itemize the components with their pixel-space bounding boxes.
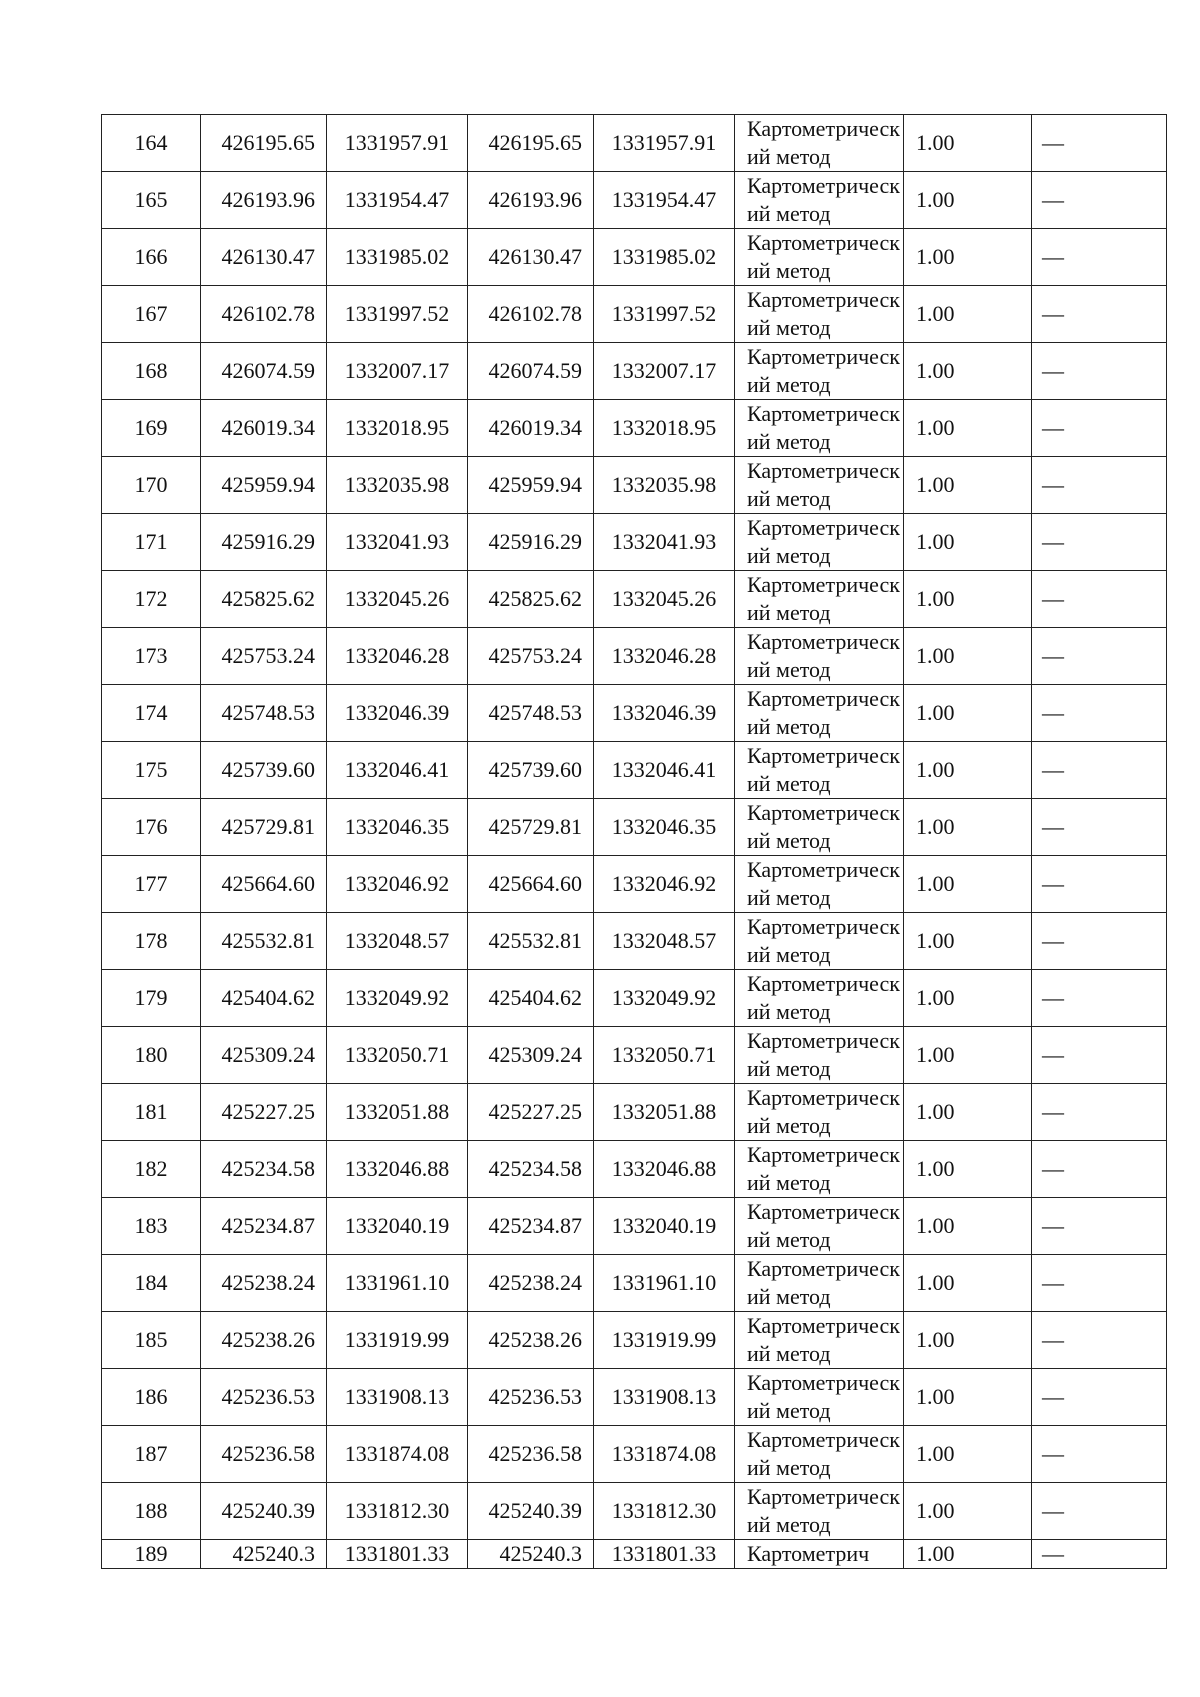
- y-new-cell: 1332051.88: [594, 1084, 735, 1141]
- y-existing-cell: 1332007.17: [327, 343, 468, 400]
- x-existing-cell: 425959.94: [201, 457, 327, 514]
- table-row: [102, 1198, 1167, 1255]
- y-existing-cell: 1332048.57: [327, 913, 468, 970]
- x-new-cell: 426102.78: [468, 286, 594, 343]
- y-new-cell: 1332046.88: [594, 1141, 735, 1198]
- x-existing-cell: 425309.24: [201, 1027, 327, 1084]
- x-existing-cell: 425404.62: [201, 970, 327, 1027]
- y-new-cell: 1332041.93: [594, 514, 735, 571]
- y-existing-cell: 1331874.08: [327, 1426, 468, 1483]
- point-number-cell: 182: [102, 1141, 201, 1198]
- y-existing-cell: 1331957.91: [327, 115, 468, 172]
- accuracy-cell: 1.00: [904, 1312, 1032, 1369]
- method-cell: Картометрический метод: [735, 1426, 904, 1483]
- method-cell: Картометрич: [735, 1540, 904, 1569]
- x-new-cell: 425753.24: [468, 628, 594, 685]
- y-new-cell: 1332035.98: [594, 457, 735, 514]
- accuracy-cell: 1.00: [904, 115, 1032, 172]
- point-number-cell: 179: [102, 970, 201, 1027]
- y-existing-cell: 1331908.13: [327, 1369, 468, 1426]
- accuracy-cell: 1.00: [904, 457, 1032, 514]
- x-new-cell: 425234.58: [468, 1141, 594, 1198]
- point-number-cell: 187: [102, 1426, 201, 1483]
- description-cell: —: [1032, 1369, 1167, 1426]
- y-new-cell: 1332046.41: [594, 742, 735, 799]
- accuracy-cell: 1.00: [904, 1255, 1032, 1312]
- method-cell: Картометрический метод: [735, 1312, 904, 1369]
- table-row: [102, 1255, 1167, 1312]
- table-row: [102, 115, 1167, 172]
- x-existing-cell: 425916.29: [201, 514, 327, 571]
- point-number-cell: 168: [102, 343, 201, 400]
- x-new-cell: 425227.25: [468, 1084, 594, 1141]
- y-new-cell: 1332046.39: [594, 685, 735, 742]
- method-cell: Картометрический метод: [735, 1084, 904, 1141]
- table-row: [102, 172, 1167, 229]
- table-row: [102, 1027, 1167, 1084]
- y-existing-cell: 1332018.95: [327, 400, 468, 457]
- y-existing-cell: 1332046.39: [327, 685, 468, 742]
- accuracy-cell: 1.00: [904, 172, 1032, 229]
- y-existing-cell: 1331812.30: [327, 1483, 468, 1540]
- description-cell: —: [1032, 1198, 1167, 1255]
- x-new-cell: 425236.58: [468, 1426, 594, 1483]
- method-cell: Картометрический метод: [735, 1141, 904, 1198]
- accuracy-cell: 1.00: [904, 913, 1032, 970]
- y-existing-cell: 1331801.33: [327, 1540, 468, 1569]
- y-existing-cell: 1332046.41: [327, 742, 468, 799]
- x-existing-cell: 426019.34: [201, 400, 327, 457]
- table-row: [102, 514, 1167, 571]
- table-body: [102, 115, 1167, 1569]
- description-cell: —: [1032, 1312, 1167, 1369]
- x-existing-cell: 425240.39: [201, 1483, 327, 1540]
- point-number-cell: 189: [102, 1540, 201, 1569]
- table-row: [102, 685, 1167, 742]
- accuracy-cell: 1.00: [904, 970, 1032, 1027]
- point-number-cell: 178: [102, 913, 201, 970]
- x-existing-cell: 425238.24: [201, 1255, 327, 1312]
- description-cell: —: [1032, 229, 1167, 286]
- point-number-cell: 169: [102, 400, 201, 457]
- accuracy-cell: 1.00: [904, 1426, 1032, 1483]
- description-cell: —: [1032, 172, 1167, 229]
- table-row: [102, 457, 1167, 514]
- x-new-cell: 425825.62: [468, 571, 594, 628]
- method-cell: Картометрический метод: [735, 1369, 904, 1426]
- y-new-cell: 1331874.08: [594, 1426, 735, 1483]
- accuracy-cell: 1.00: [904, 1141, 1032, 1198]
- x-new-cell: 425959.94: [468, 457, 594, 514]
- x-existing-cell: 425753.24: [201, 628, 327, 685]
- description-cell: —: [1032, 286, 1167, 343]
- accuracy-cell: 1.00: [904, 1198, 1032, 1255]
- accuracy-cell: 1.00: [904, 514, 1032, 571]
- point-number-cell: 174: [102, 685, 201, 742]
- method-cell: Картометрический метод: [735, 685, 904, 742]
- point-number-cell: 170: [102, 457, 201, 514]
- y-existing-cell: 1332046.88: [327, 1141, 468, 1198]
- y-new-cell: 1331812.30: [594, 1483, 735, 1540]
- description-cell: —: [1032, 1084, 1167, 1141]
- accuracy-cell: 1.00: [904, 1540, 1032, 1569]
- y-existing-cell: 1332049.92: [327, 970, 468, 1027]
- point-number-cell: 184: [102, 1255, 201, 1312]
- x-existing-cell: 425236.58: [201, 1426, 327, 1483]
- description-cell: —: [1032, 913, 1167, 970]
- accuracy-cell: 1.00: [904, 799, 1032, 856]
- y-existing-cell: 1332050.71: [327, 1027, 468, 1084]
- y-new-cell: 1332048.57: [594, 913, 735, 970]
- method-cell: Картометрический метод: [735, 457, 904, 514]
- x-new-cell: 425729.81: [468, 799, 594, 856]
- method-cell: Картометрический метод: [735, 571, 904, 628]
- x-existing-cell: 425825.62: [201, 571, 327, 628]
- accuracy-cell: 1.00: [904, 1369, 1032, 1426]
- x-new-cell: 425748.53: [468, 685, 594, 742]
- x-existing-cell: 426130.47: [201, 229, 327, 286]
- x-new-cell: 425532.81: [468, 913, 594, 970]
- table-row: [102, 742, 1167, 799]
- description-cell: —: [1032, 571, 1167, 628]
- description-cell: —: [1032, 685, 1167, 742]
- description-cell: —: [1032, 1483, 1167, 1540]
- table-row: [102, 286, 1167, 343]
- accuracy-cell: 1.00: [904, 1483, 1032, 1540]
- x-existing-cell: 426195.65: [201, 115, 327, 172]
- description-cell: —: [1032, 514, 1167, 571]
- y-existing-cell: 1331961.10: [327, 1255, 468, 1312]
- accuracy-cell: 1.00: [904, 628, 1032, 685]
- x-existing-cell: 426102.78: [201, 286, 327, 343]
- table-row: [102, 1369, 1167, 1426]
- accuracy-cell: 1.00: [904, 1027, 1032, 1084]
- table-row: [102, 628, 1167, 685]
- x-existing-cell: 425729.81: [201, 799, 327, 856]
- method-cell: Картометрический метод: [735, 115, 904, 172]
- x-new-cell: 425240.3: [468, 1540, 594, 1569]
- x-existing-cell: 425234.87: [201, 1198, 327, 1255]
- y-new-cell: 1331919.99: [594, 1312, 735, 1369]
- method-cell: Картометрический метод: [735, 913, 904, 970]
- point-number-cell: 164: [102, 115, 201, 172]
- y-new-cell: 1332045.26: [594, 571, 735, 628]
- method-cell: Картометрический метод: [735, 343, 904, 400]
- description-cell: —: [1032, 799, 1167, 856]
- table-row: [102, 1312, 1167, 1369]
- y-new-cell: 1331985.02: [594, 229, 735, 286]
- description-cell: —: [1032, 400, 1167, 457]
- description-cell: —: [1032, 628, 1167, 685]
- y-existing-cell: 1332035.98: [327, 457, 468, 514]
- document-page: [101, 114, 1167, 1569]
- x-new-cell: 425238.26: [468, 1312, 594, 1369]
- method-cell: Картометрический метод: [735, 742, 904, 799]
- x-new-cell: 426130.47: [468, 229, 594, 286]
- x-new-cell: 425404.62: [468, 970, 594, 1027]
- y-new-cell: 1332049.92: [594, 970, 735, 1027]
- y-new-cell: 1332046.28: [594, 628, 735, 685]
- x-existing-cell: 425664.60: [201, 856, 327, 913]
- table-row: [102, 1084, 1167, 1141]
- x-existing-cell: 425234.58: [201, 1141, 327, 1198]
- x-new-cell: 425238.24: [468, 1255, 594, 1312]
- point-number-cell: 175: [102, 742, 201, 799]
- method-cell: Картометрический метод: [735, 514, 904, 571]
- description-cell: —: [1032, 1426, 1167, 1483]
- method-cell: Картометрический метод: [735, 286, 904, 343]
- accuracy-cell: 1.00: [904, 571, 1032, 628]
- point-number-cell: 188: [102, 1483, 201, 1540]
- y-existing-cell: 1332045.26: [327, 571, 468, 628]
- y-new-cell: 1331908.13: [594, 1369, 735, 1426]
- accuracy-cell: 1.00: [904, 286, 1032, 343]
- method-cell: Картометрический метод: [735, 1027, 904, 1084]
- table-row: [102, 913, 1167, 970]
- y-new-cell: 1331957.91: [594, 115, 735, 172]
- point-number-cell: 177: [102, 856, 201, 913]
- y-new-cell: 1332040.19: [594, 1198, 735, 1255]
- point-number-cell: 172: [102, 571, 201, 628]
- x-existing-cell: 425238.26: [201, 1312, 327, 1369]
- method-cell: Картометрический метод: [735, 1255, 904, 1312]
- y-existing-cell: 1332041.93: [327, 514, 468, 571]
- point-number-cell: 180: [102, 1027, 201, 1084]
- description-cell: —: [1032, 856, 1167, 913]
- x-new-cell: 425234.87: [468, 1198, 594, 1255]
- accuracy-cell: 1.00: [904, 685, 1032, 742]
- accuracy-cell: 1.00: [904, 1084, 1032, 1141]
- method-cell: Картометрический метод: [735, 1198, 904, 1255]
- description-cell: —: [1032, 1141, 1167, 1198]
- y-existing-cell: 1332051.88: [327, 1084, 468, 1141]
- y-new-cell: 1331961.10: [594, 1255, 735, 1312]
- x-existing-cell: 425739.60: [201, 742, 327, 799]
- method-cell: Картометрический метод: [735, 229, 904, 286]
- y-new-cell: 1332046.35: [594, 799, 735, 856]
- point-number-cell: 171: [102, 514, 201, 571]
- y-new-cell: 1332050.71: [594, 1027, 735, 1084]
- point-number-cell: 181: [102, 1084, 201, 1141]
- y-existing-cell: 1332040.19: [327, 1198, 468, 1255]
- x-new-cell: 425739.60: [468, 742, 594, 799]
- y-existing-cell: 1331919.99: [327, 1312, 468, 1369]
- point-number-cell: 176: [102, 799, 201, 856]
- y-existing-cell: 1331997.52: [327, 286, 468, 343]
- y-new-cell: 1332007.17: [594, 343, 735, 400]
- accuracy-cell: 1.00: [904, 343, 1032, 400]
- table-row: [102, 1141, 1167, 1198]
- point-number-cell: 166: [102, 229, 201, 286]
- y-existing-cell: 1331985.02: [327, 229, 468, 286]
- y-new-cell: 1332046.92: [594, 856, 735, 913]
- table-row: [102, 229, 1167, 286]
- description-cell: —: [1032, 457, 1167, 514]
- table-row: [102, 970, 1167, 1027]
- x-new-cell: 426019.34: [468, 400, 594, 457]
- y-new-cell: 1331801.33: [594, 1540, 735, 1569]
- description-cell: —: [1032, 1027, 1167, 1084]
- x-new-cell: 425236.53: [468, 1369, 594, 1426]
- table-row: [102, 343, 1167, 400]
- description-cell: —: [1032, 970, 1167, 1027]
- accuracy-cell: 1.00: [904, 229, 1032, 286]
- x-new-cell: 426195.65: [468, 115, 594, 172]
- x-new-cell: 425916.29: [468, 514, 594, 571]
- x-existing-cell: 426074.59: [201, 343, 327, 400]
- table-row: [102, 1426, 1167, 1483]
- method-cell: Картометрический метод: [735, 400, 904, 457]
- point-number-cell: 165: [102, 172, 201, 229]
- method-cell: Картометрический метод: [735, 1483, 904, 1540]
- y-new-cell: 1331954.47: [594, 172, 735, 229]
- accuracy-cell: 1.00: [904, 400, 1032, 457]
- x-new-cell: 425309.24: [468, 1027, 594, 1084]
- table-row: [102, 1483, 1167, 1540]
- x-new-cell: 426193.96: [468, 172, 594, 229]
- x-existing-cell: 425532.81: [201, 913, 327, 970]
- table-row: [102, 1540, 1167, 1569]
- table-row: [102, 856, 1167, 913]
- y-existing-cell: 1332046.28: [327, 628, 468, 685]
- coordinates-table: [101, 114, 1167, 1569]
- method-cell: Картометрический метод: [735, 970, 904, 1027]
- y-existing-cell: 1332046.35: [327, 799, 468, 856]
- description-cell: —: [1032, 1255, 1167, 1312]
- description-cell: —: [1032, 343, 1167, 400]
- table-row: [102, 571, 1167, 628]
- x-new-cell: 426074.59: [468, 343, 594, 400]
- y-new-cell: 1332018.95: [594, 400, 735, 457]
- table-row: [102, 799, 1167, 856]
- point-number-cell: 167: [102, 286, 201, 343]
- point-number-cell: 185: [102, 1312, 201, 1369]
- description-cell: —: [1032, 115, 1167, 172]
- y-existing-cell: 1331954.47: [327, 172, 468, 229]
- accuracy-cell: 1.00: [904, 742, 1032, 799]
- y-existing-cell: 1332046.92: [327, 856, 468, 913]
- y-new-cell: 1331997.52: [594, 286, 735, 343]
- description-cell: —: [1032, 742, 1167, 799]
- method-cell: Картометрический метод: [735, 799, 904, 856]
- x-existing-cell: 425227.25: [201, 1084, 327, 1141]
- point-number-cell: 173: [102, 628, 201, 685]
- point-number-cell: 183: [102, 1198, 201, 1255]
- accuracy-cell: 1.00: [904, 856, 1032, 913]
- method-cell: Картометрический метод: [735, 172, 904, 229]
- method-cell: Картометрический метод: [735, 856, 904, 913]
- x-existing-cell: 425236.53: [201, 1369, 327, 1426]
- x-new-cell: 425664.60: [468, 856, 594, 913]
- x-new-cell: 425240.39: [468, 1483, 594, 1540]
- method-cell: Картометрический метод: [735, 628, 904, 685]
- table-row: [102, 400, 1167, 457]
- x-existing-cell: 426193.96: [201, 172, 327, 229]
- point-number-cell: 186: [102, 1369, 201, 1426]
- description-cell: —: [1032, 1540, 1167, 1569]
- x-existing-cell: 425748.53: [201, 685, 327, 742]
- x-existing-cell: 425240.3: [201, 1540, 327, 1569]
